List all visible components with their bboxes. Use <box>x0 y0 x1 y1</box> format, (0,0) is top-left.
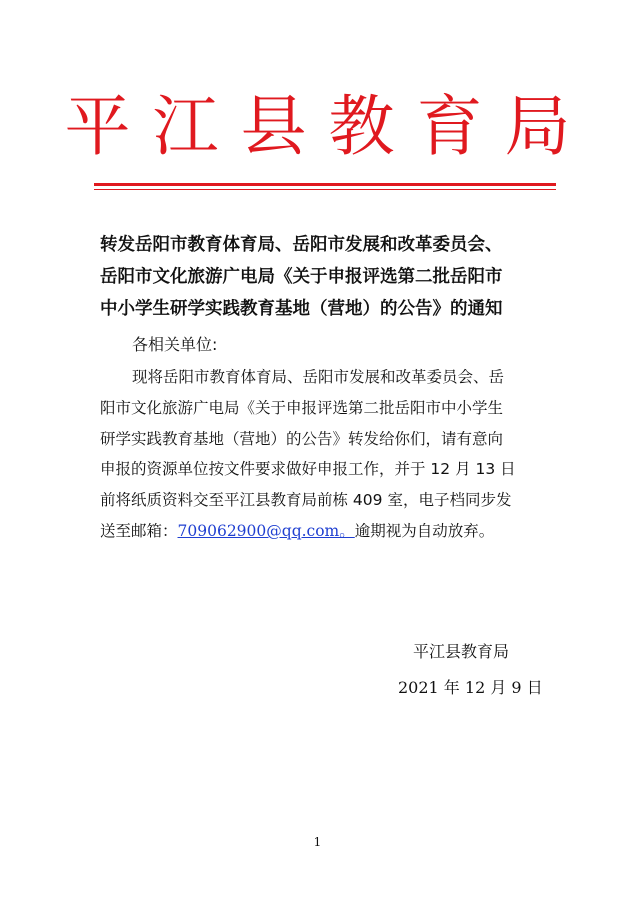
body-line-2: 阳市文化旅游广电局《关于申报评选第二批岳阳市中小学生 <box>100 398 504 417</box>
page-number: 1 <box>313 835 322 849</box>
signature-org: 平江县教育局 <box>413 642 510 661</box>
body-line-1: 现将岳阳市教育体育局、岳阳市发展和改革委员会、岳 <box>132 368 505 386</box>
email-prefix: 送至邮箱： <box>100 521 178 540</box>
email-link[interactable]: 709062900@qq.com。 <box>177 521 355 540</box>
body-paragraph <box>100 362 552 547</box>
document-title <box>100 229 550 325</box>
red-rule-thin <box>94 189 556 190</box>
salutation: 各相关单位: <box>132 335 218 354</box>
red-rule-thick <box>94 183 556 186</box>
masthead-title: 平江县教育局 <box>64 88 593 165</box>
title-line-3: 中小学生研学实践教育基地（营地）的公告》的通知 <box>100 299 503 319</box>
body-line-3: 研学实践教育基地（营地）的公告》转发给你们，请有意向 <box>100 429 504 448</box>
title-line-1: 转发岳阳市教育体育局、岳阳市发展和改革委员会、 <box>100 235 503 255</box>
body-line-4: 申报的资源单位按文件要求做好申报工作，并于 12 月 13 日 <box>100 460 516 479</box>
title-line-2: 岳阳市文化旅游广电局《关于申报评选第二批岳阳市 <box>100 267 503 287</box>
body-line-5: 前将纸质资料交至平江县教育局前栋 409 室，电子档同步发 <box>100 491 512 510</box>
body-line-6 <box>100 516 552 547</box>
signature-date: 2021 年 12 月 9 日 <box>398 678 543 697</box>
email-suffix: 逾期视为自动放弃。 <box>354 521 495 540</box>
